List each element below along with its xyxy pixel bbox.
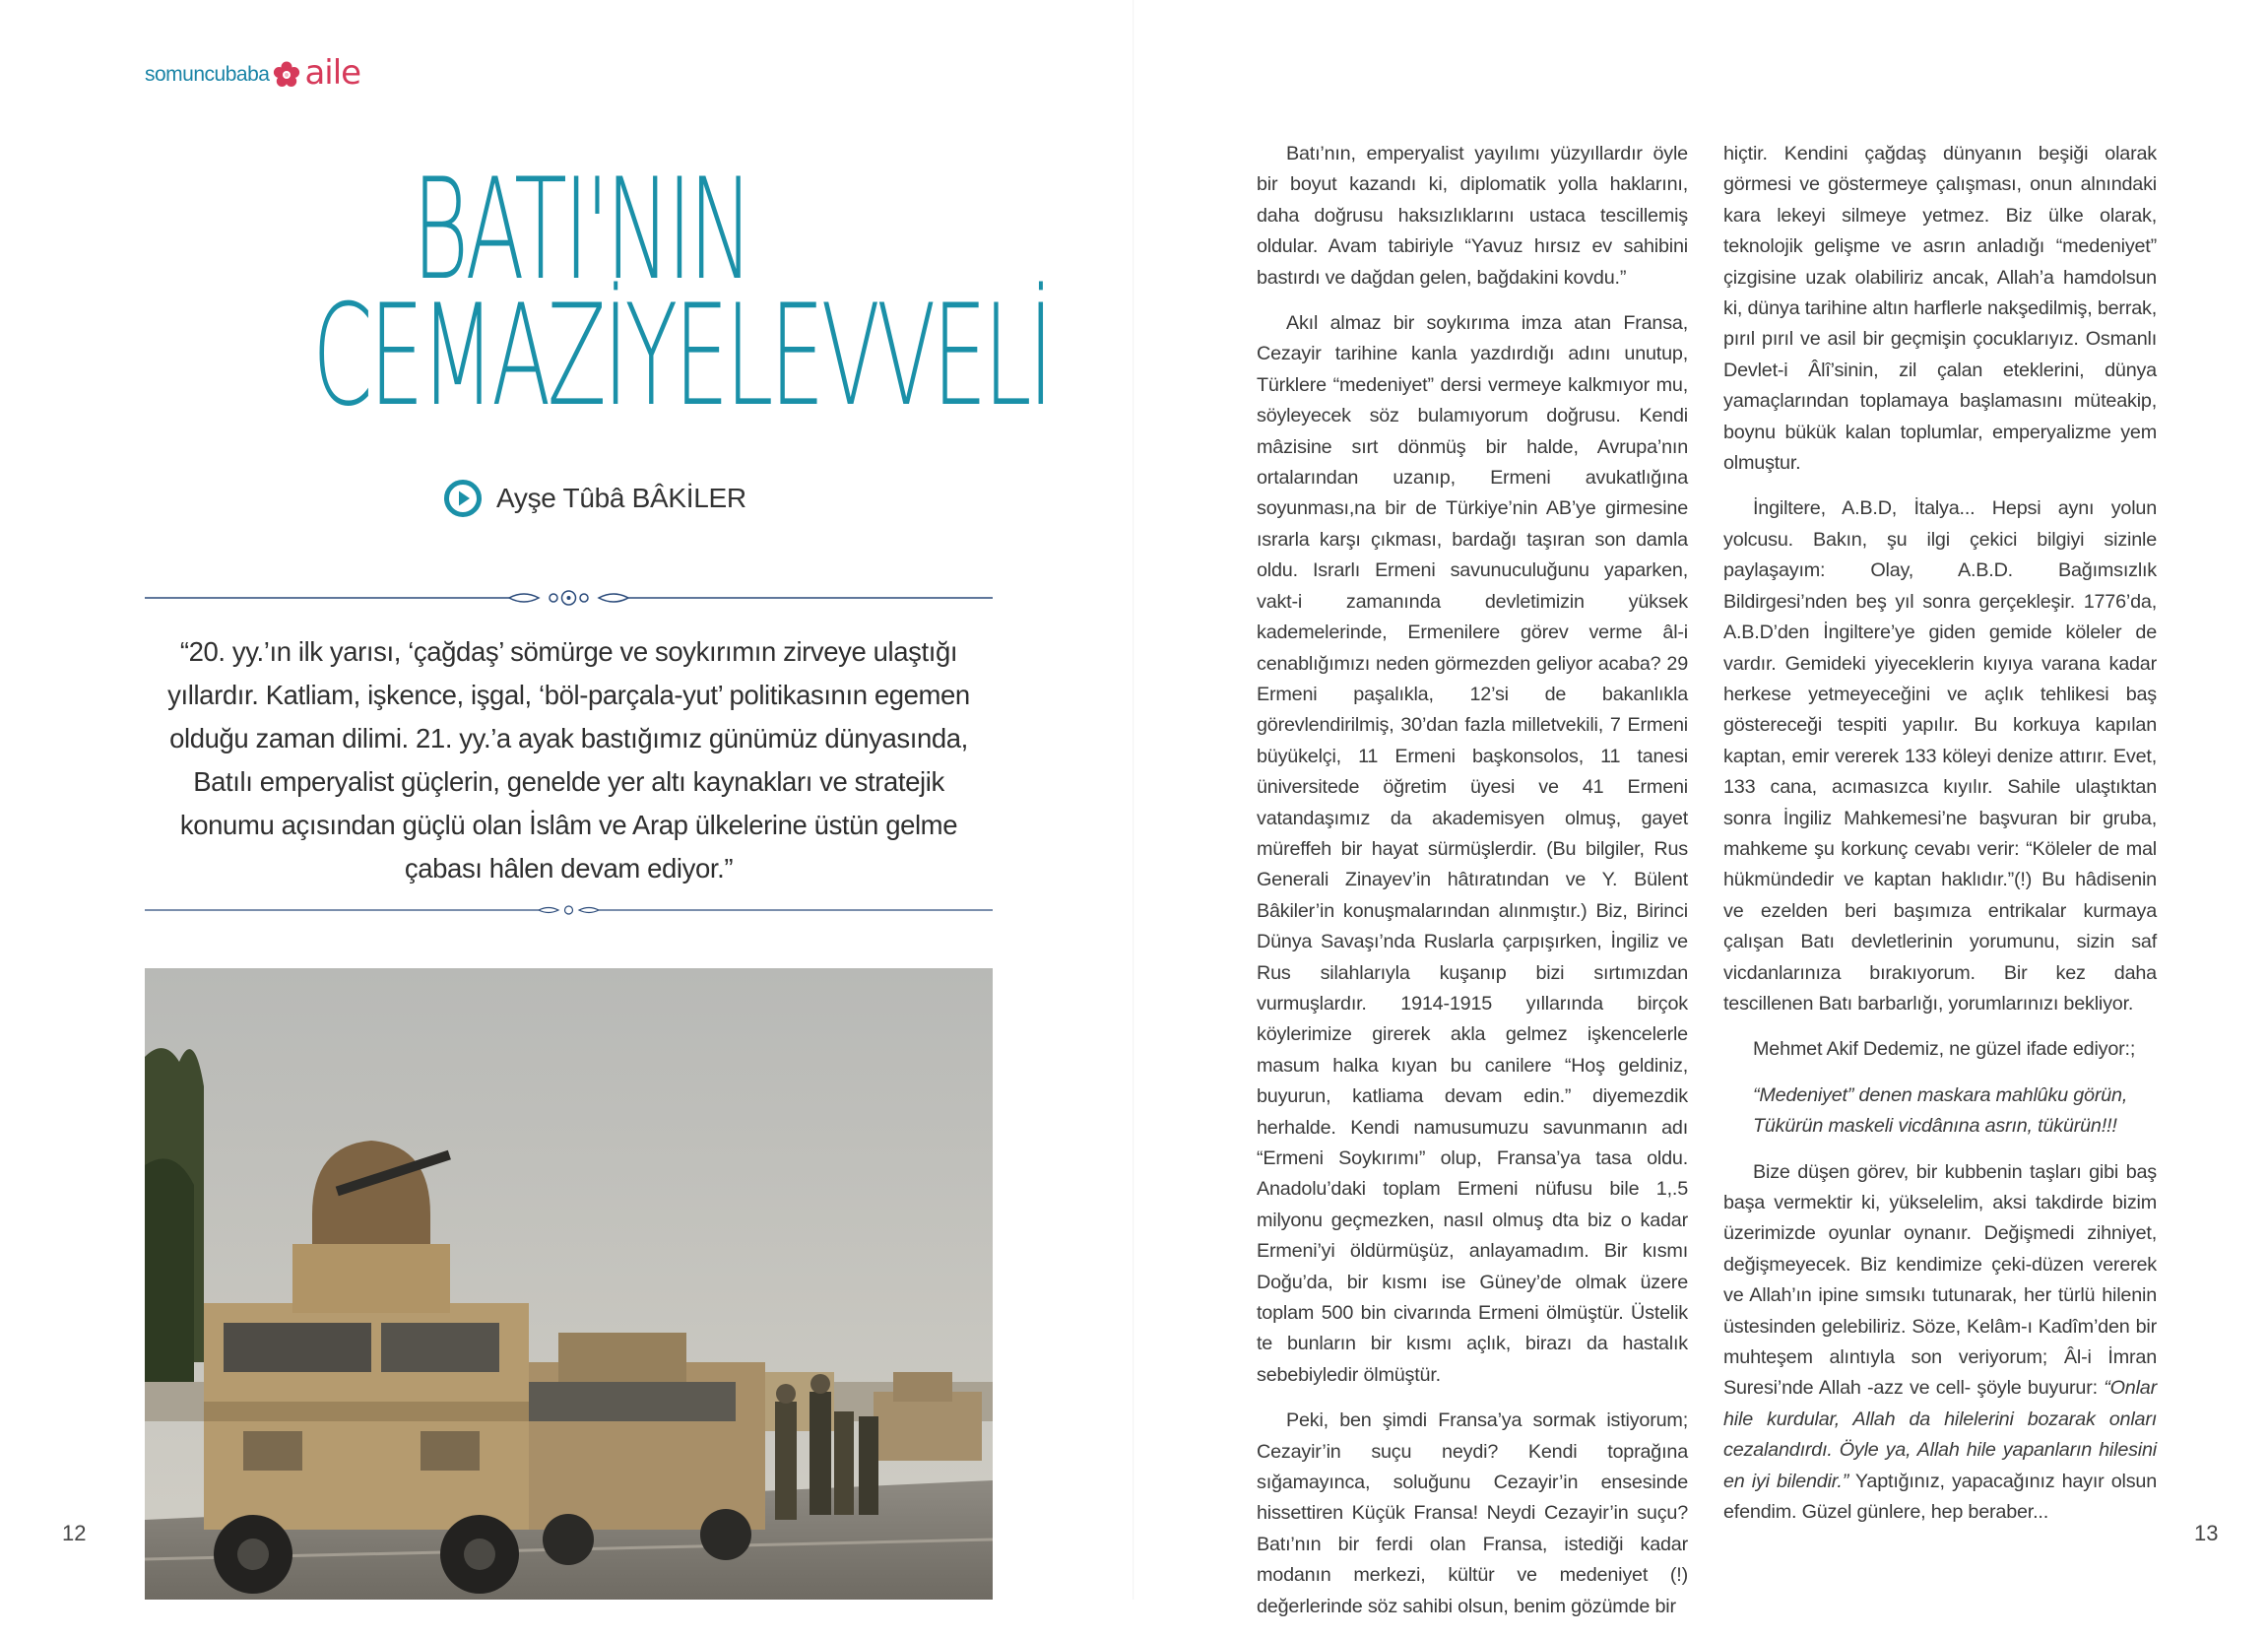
- logo-wordmark-aile: aile: [304, 53, 361, 93]
- logo-wordmark-small: somuncubaba: [145, 63, 270, 86]
- paragraph-text: Yaptığınız, yapacağınız hayır olsun efendim. Güzel günlere, hep beraber...: [1723, 1470, 2157, 1524]
- page-number-right: 13: [2194, 1521, 2219, 1545]
- flower-icon: [273, 61, 300, 89]
- poem-line: Tükürün maskeli vicdânına asrın, tükürün!!!: [1753, 1115, 2117, 1138]
- title-line-2: CEMAZİYELEVVELİ: [312, 275, 1051, 437]
- paragraph: Akıl almaz bir soykırıma imza atan Fransa, Cezayir tarihine kanla yazdırdığı adını unutup, Türklere “medeniyet” dersi vermeye kalkmıyor mu, söyleyecek söz bulamıyorum doğrusu. Kendi mâzisine sırt dönmüş bir halde, Avrupa’nın ortalarından uzanıp, Ermeni avukatlığına soyunması,na bir de Türkiye’nin AB’ye girmesine ısrarla karşı çıkması, bardağı taşıran son damla oldu. Israrlı Ermeni savunuculuğunu yaparken, vakt-i zamanında devletimizin yüksek kademelerinde, Ermenilere görev verme âl-i cenablığımızı neden görmezden geliyor acaba? 29 Ermeni paşalıkla, 12’si de bakanlıkla görevlendirilmiş, 30’dan fazla milletvekili, 7 Ermeni büyükelçi, 11 Ermeni başkonsolos, 11 tanesi üniversitede öğretim üyesi ve 41 Ermeni vatandaşımız da akademisyen olmuş, gayet müreffeh bir hayat sürmüşlerdir. (Bu bilgiler, Rus Generali Zinayev’in hâtıratından ve Y. Bülent Bâkiler’in konuşmalarından alınmıştır.) Biz, Birinci Dünya Savaşı’nda Ruslarla çarpışırken, İngiliz ve Rus silahlarıyla kuşanıp bizi sırtımızdan vurmuşlardır. 1914-1915 yıllarında birçok köylerimize girerek akla gelmez işkencelerle masum halka kıyan bu canilere “Hoş geldiniz, buyurun, katliama devam edin.” diyemezdik herhalde. Kendi namusumuzu savunmanın adı “Ermeni Soykırımı” olup, Fransa’ya tasa oldu. Anadolu’daki toplam Ermeni nüfusu bile 1,.5 milyonu geçmezken, nasıl olmuş dta biz o kadar Ermeni’yi öldürmüşüz, anlayamadım. Bir kısmı Doğu’da, bir kısmı ise Güney’de olmak üzere toplam 500 bin civarında Ermeni ölmüştür. Üstelik te bunların bir kısmı açlık, birazı da hastalık sebebiyledir ölmüştür.: [1257, 312, 1688, 1386]
- title-line-1: BATI'NIN: [412, 149, 750, 311]
- magazine-logo: [145, 55, 360, 95]
- paragraph: Peki, ben şimdi Fransa’ya sormak istiyorum; Cezayir’in suçu neydi? Kendi toprağına sığamayınca, soluğunu Cezayir’in ensesinde hissettiren Küçük Fransa! Neydi Cezayir’in suçu? Batı’nın bir ferdi olan Fransa, istediği kadar modanın merkezi, kültür ve medeniyet (!) değerlerinde söz sahibi olsun, benim gözümde bir: [1257, 1409, 1688, 1617]
- ornamental-divider: [145, 588, 993, 608]
- page-number-left: 12: [62, 1521, 87, 1545]
- article-column-2: [1723, 139, 2157, 1542]
- paragraph: İngiltere, A.B.D, İtalya... Hepsi aynı yolun yolcusu. Bakın, şu ilgi çekici bilgiyi sizinle paylaşayım: Olay, A.B.D. Bağımsızlık Bildirgesi’nden beş yıl sonra gerçekleşir. 1776’da, A.B.D’den İngiltere’ye giden gemide köleler de vardır. Gemideki yiyeceklerin kıyıya varana kadar herkese yetmeyeceğini ve açlık tehlikesi baş göstereceği tespiti yapılır. Bu korkuya kapılan kaptan, emir vererek 133 köleyi denize attırır. Evet, 133 cana, acımasızca kıyılır. Sahile ulaştıktan sonra İngiliz Mahkemesi’ne başvuran bir gruba, mahkeme şu korkunç cevabı verir: “Köleler de mal hükmündedir ve kaptan haklıdır.”(!) Bu hâdisenin ve ezelden beri başımıza entrikalar kurmaya çalışan Batı devletlerinin yorumunu, sizin saf vicdanlarınıza bırakıyorum. Bir kez daha tescillenen Batı barbarlığı, yorumlarınızı bekliyor.: [1723, 497, 2157, 1015]
- poem-line: “Medeniyet” denen maskara mahlûku görün,: [1753, 1083, 2128, 1106]
- left-page: [0, 0, 1134, 1600]
- military-vehicles-photo: [145, 968, 993, 1600]
- paragraph-text: Bize düşen görev, bir kubbenin taşları gibi baş başa vermektir ki, yükselelim, aksi takdirde bizim üzerimizde oyunlar oynanır. Değişmedi zihniyet, değişmeyecek. Biz kendimize çeki-düzen vererek ve Allah’ın ipine sımsıkı tutunarak, her türlü hilenin üstesinden gelebiliriz. Söze, Kelâm-ı Kadîm’den bir muhteşem alıntıyla son veriyorum; Âl-i İmran Suresi’nde Allah -azz ve cell- şöyle buyurur:: [1723, 1160, 2157, 1400]
- paragraph: hiçtir. Kendini çağdaş dünyanın beşiği olarak görmesi ve göstermeye çalışması, onun alnındaki kara lekeyi silmeye yetmez. Biz ülke olarak, teknolojik gelişme ve asrın anladığı “medeniyet” çizgisine uzak olabiliriz ancak, Allah’a hamdolsun ki, dünya tarihine altın harflerle nakşedilmiş, berrak, pırıl pırıl ve asil bir geçmişin çocuklarıyız. Osmanlı Devlet-i Âlî’sinin, zil çalan eteklerini, dünya yamaçlarından toplamaya başlamasını müteakip, boynu bükük kalan toplumlar, emperyalizme yem olmuştur.: [1723, 143, 2157, 475]
- page-gutter: [1133, 0, 1134, 1600]
- paragraph: Batı’nın, emperyalist yayılımı yüzyıllardır öyle bir boyut kazandı ki, diplomatik yolla haklarını, daha doğrusu haksızlıklarını ustaca tescillemiş oldular. Avam tabiriyle “Yavuz hırsız ev sahibini bastırdı ve dağdan gelen, bağdakini kovdu.”: [1257, 143, 1688, 289]
- author-name: Ayşe Tûbâ BÂKİLER: [496, 483, 746, 513]
- ornamental-divider-bottom: [145, 900, 993, 920]
- verse-quote: “Onlar hile kurdular, Allah da hilelerini bozarak onları cezalandırdı. Öyle ya, Allah hile yapanların hilesini en iyi bilendir.”: [1723, 1377, 2157, 1492]
- pull-quote: “20. yy.’ın ilk yarısı, ‘çağdaş’ sömürge ve soykırımın zirveye ulaştığı yıllardır. Katliam, işkence, işgal, ‘böl-parçala-yut’ politikasının egemen olduğu zaman dilimi. 21. yy.’a ayak bastığımız günümüz dünyasında, Batılı emperyalist güçlerin, genelde yer altı kaynakları ve stratejik konumu açısından güçlü olan İslâm ve Arap ülkelerine üstün gelme çabası hâlen devam ediyor.”: [167, 636, 970, 884]
- article-column-1: [1257, 139, 1688, 1637]
- article-title: [148, 149, 1051, 437]
- play-circle-icon: [443, 479, 483, 518]
- author-byline: [443, 479, 746, 518]
- paragraph: Mehmet Akif Dedemiz, ne güzel ifade ediyor:;: [1753, 1038, 2136, 1061]
- closing-paragraph: [1723, 1157, 2157, 1529]
